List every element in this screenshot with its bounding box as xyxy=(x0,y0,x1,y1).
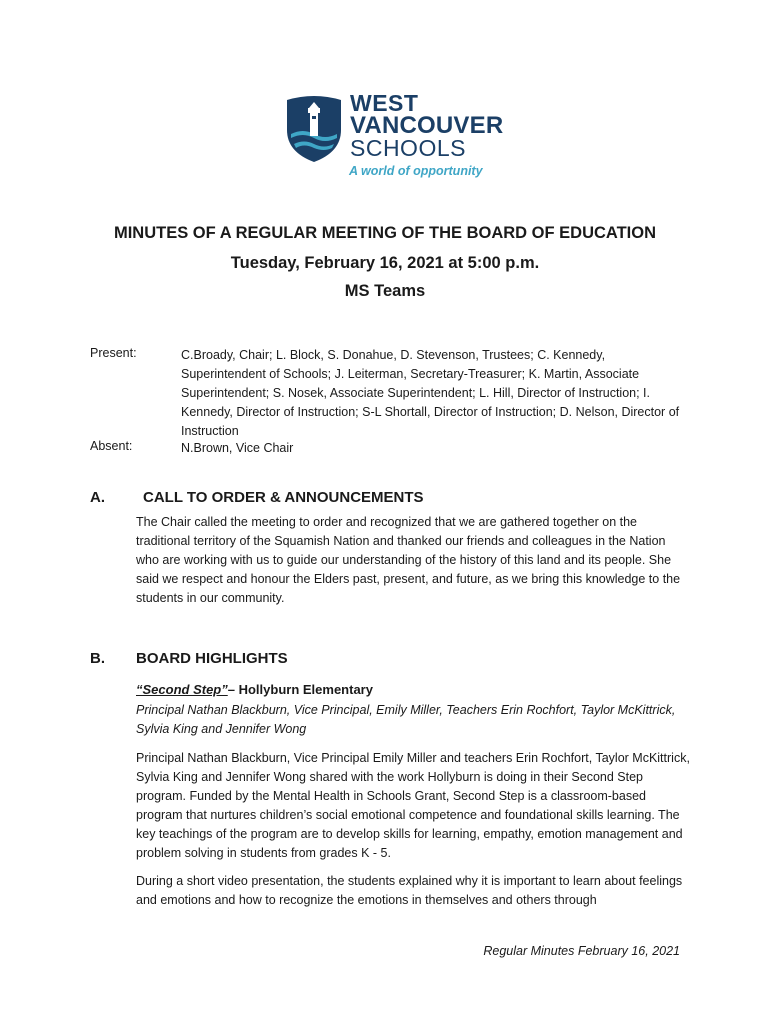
district-logo xyxy=(285,92,505,184)
present-label: Present: xyxy=(90,346,137,360)
highlight-program-name: “Second Step” xyxy=(136,682,228,697)
highlight-presenters: Principal Nathan Blackburn, Vice Principal, Emily Miller, Teachers Erin Rochfort, Taylor McKittrick, Sylvia King and Jennifer Wong xyxy=(136,703,676,736)
lighthouse-shield-icon xyxy=(285,94,343,164)
logo-line-west: WEST xyxy=(350,90,419,116)
section-b-title: BOARD HIGHLIGHTS xyxy=(136,650,288,667)
highlight-paragraph-1: Principal Nathan Blackburn, Vice Principal Emily Miller and teachers Erin Rochfort, Taylor McKittrick, Sylvia King and Jennifer Wong shared with the work Hollyburn is doing in their Second Step program. Funded by the Mental Health in Schools Grant, Second Step is a classroom-based program that nurtures children’s social emotional competence and foundational skills learning. The key teachings of the program are to develop skills for learning, empathy, emotion management and problem solving in students from grades K - 5. xyxy=(136,751,690,860)
highlight-item-title xyxy=(136,682,373,697)
document-title: MINUTES OF A REGULAR MEETING OF THE BOARD OF EDUCATION xyxy=(113,224,657,242)
page-footer: Regular Minutes February 16, 2021 xyxy=(483,944,680,958)
absent-label: Absent: xyxy=(90,439,133,453)
highlight-school-name: – Hollyburn Elementary xyxy=(227,682,373,697)
logo-line-vancouver: VANCOUVER xyxy=(350,112,504,139)
absent-list: N.Brown, Vice Chair xyxy=(181,441,294,455)
logo-wordmark xyxy=(350,92,503,159)
meeting-location: MS Teams xyxy=(344,282,426,300)
section-a-title: CALL TO ORDER & ANNOUNCEMENTS xyxy=(143,489,424,506)
highlight-paragraph-2: During a short video presentation, the students explained why it is important to learn about feelings and emotions and how to recognize the emotions in themselves and others through xyxy=(136,874,683,907)
section-a-body: The Chair called the meeting to order and recognized that we are gathered together on the traditional territory of the Squamish Nation and thanked our friends and colleagues in the Nation who are working with us to guide our understanding of the history of this land and its people. She said we respect and honour the Elders past, present, and future, as we bring this knowledge to the students in our community. xyxy=(136,515,681,605)
meeting-date: Tuesday, February 16, 2021 at 5:00 p.m. xyxy=(230,254,540,272)
section-a-letter: A. xyxy=(90,489,105,506)
logo-line-schools: SCHOOLS xyxy=(350,135,466,161)
section-b-letter: B. xyxy=(90,650,105,667)
present-list: C.Broady, Chair; L. Block, S. Donahue, D. Stevenson, Trustees; C. Kennedy, Superintendent of Schools; J. Leiterman, Secretary-Treasurer; K. Martin, Associate Superintendent; S. Nosek, Associate Superintendent; L. Hill, Director of Instruction; I. Kennedy, Director of Instruction; S-L Shortall, Director of Instruction; D. Nelson, Director of Instruction xyxy=(181,348,680,438)
logo-tagline: A world of opportunity xyxy=(349,164,483,178)
